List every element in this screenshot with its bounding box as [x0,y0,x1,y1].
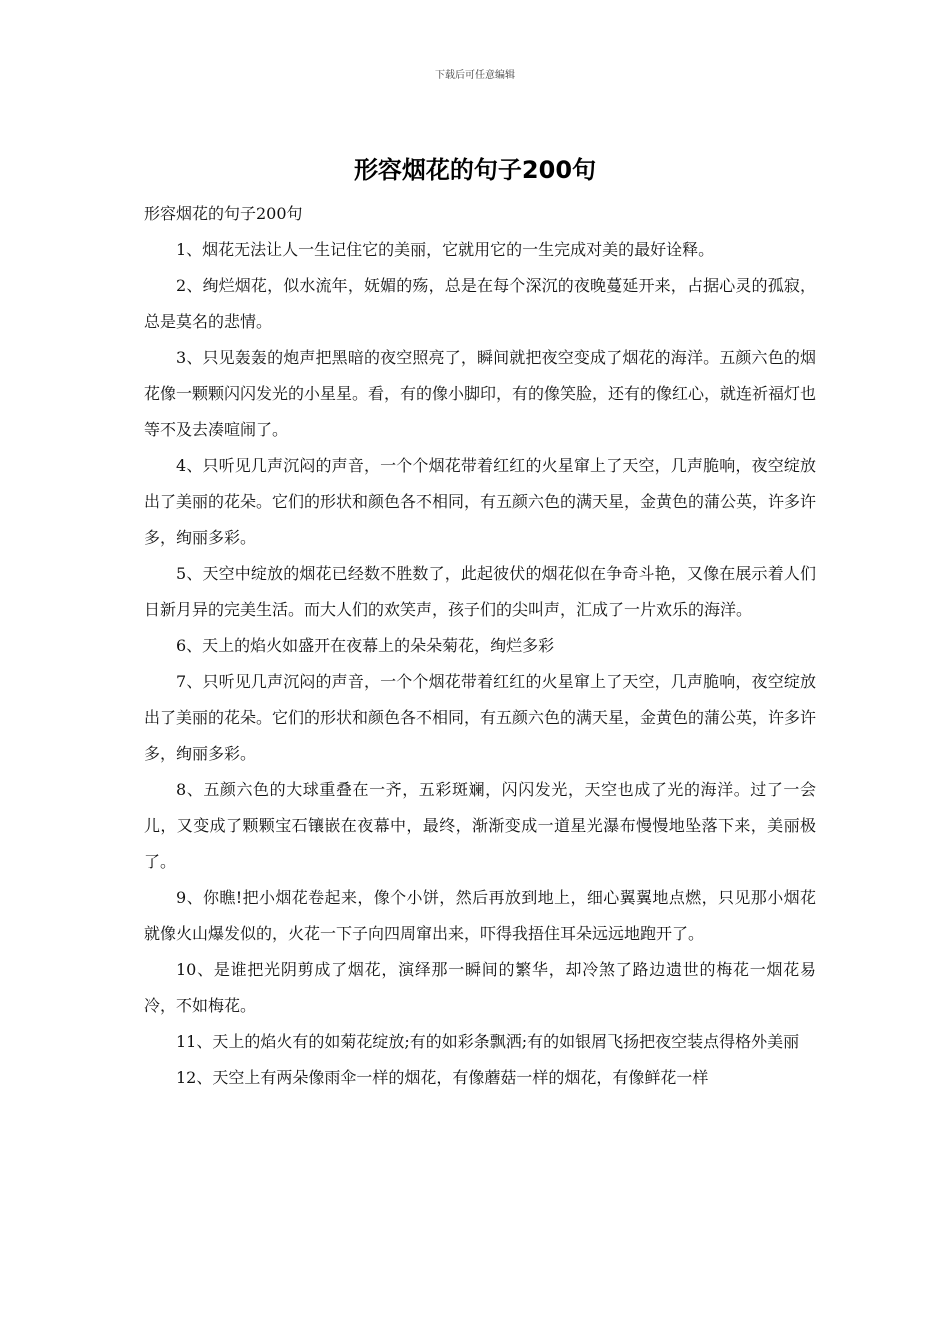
paragraph-1: 1、烟花无法让人一生记住它的美丽，它就用它的一生完成对美的最好诠释。 [176,240,715,259]
paragraph-9: 9、你瞧!把小烟花卷起来，像个小饼，然后再放到地上，细心翼翼地点燃，只见那小烟花就像火山爆发似的，火花一下子向四周窜出来，吓得我捂住耳朵远远地跑开了。 [144,888,816,943]
paragraph-10: 10、是谁把光阴剪成了烟花，演绎那一瞬间的繁华，却冷煞了路边遗世的梅花一烟花易冷，不如梅花。 [144,960,816,1015]
header-note: 下载后可任意编辑 [435,70,515,81]
paragraph-12: 12、天空上有两朵像雨伞一样的烟花，有像蘑菇一样的烟花，有像鲜花一样 [176,1068,709,1087]
paragraph-4: 4、只听见几声沉闷的声音，一个个烟花带着红红的火星窜上了天空，几声脆响，夜空绽放出了美丽的花朵。它们的形状和颜色各不相同，有五颜六色的满天星，金黄色的蒲公英，许多许多，绚丽多彩。 [144,456,817,547]
paragraph-7: 7、只听见几声沉闷的声音，一个个烟花带着红红的火星窜上了天空，几声脆响，夜空绽放出了美丽的花朵。它们的形状和颜色各不相同，有五颜六色的满天星，金黄色的蒲公英，许多许多，绚丽多彩。 [144,672,817,763]
subtitle-line: 形容烟花的句子200句 [144,204,303,223]
paragraph-6: 6、天上的焰火如盛开在夜幕上的朵朵菊花，绚烂多彩 [176,636,555,655]
paragraph-3: 3、只见轰轰的炮声把黑暗的夜空照亮了，瞬间就把夜空变成了烟花的海洋。五颜六色的烟花像一颗颗闪闪发光的小星星。看，有的像小脚印，有的像笑脸，还有的像红心，就连祈福灯也等不及去凑喧闹了。 [144,348,817,439]
document-body [144,196,816,1096]
paragraph-5: 5、天空中绽放的烟花已经数不胜数了，此起彼伏的烟花似在争奇斗艳，又像在展示着人们日新月异的完美生活。而大人们的欢笑声，孩子们的尖叫声，汇成了一片欢乐的海洋。 [144,564,816,619]
paragraph-2: 2、绚烂烟花，似水流年，妩媚的殇，总是在每个深沉的夜晚蔓延开来，占据心灵的孤寂，总是莫名的悲情。 [144,276,816,331]
paragraph-8: 8、五颜六色的大球重叠在一齐，五彩斑斓，闪闪发光，天空也成了光的海洋。过了一会儿，又变成了颗颗宝石镶嵌在夜幕中，最终，渐渐变成一道星光瀑布慢慢地坠落下来，美丽极了。 [144,780,816,871]
document-title: 形容烟花的句子200句 [353,156,597,184]
paragraph-11: 11、天上的焰火有的如菊花绽放;有的如彩条飘洒;有的如银屑飞扬把夜空装点得格外美丽 [176,1032,800,1051]
